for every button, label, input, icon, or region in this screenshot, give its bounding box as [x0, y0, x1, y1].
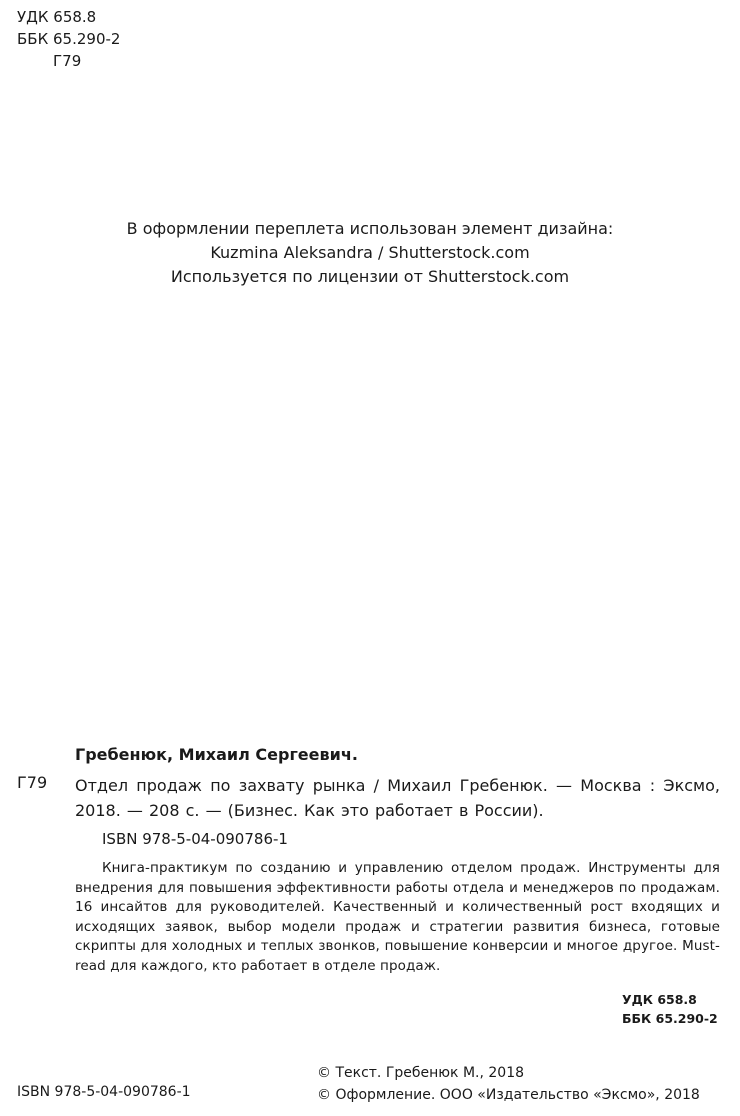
credits-line-3: Используется по лицензии от Shutterstock.com [170, 267, 570, 286]
catalog-isbn: ISBN 978-5-04-090786-1 [102, 830, 288, 848]
catalog-classification-codes [622, 990, 718, 1028]
catalog-title-description: Отдел продаж по захвату рынка / Михаил Гребенюк. — Москва : Эксмо, 2018. — 208 с. — (Бизнес. Как это работает в России). [75, 776, 720, 820]
cover-design-credits [0, 217, 740, 289]
catalog-author-mark: Г79 [17, 773, 48, 792]
author-mark: Г79 [53, 52, 82, 70]
copyright-design: © Оформление. ООО «Издательство «Эксмо», 2018 [317, 1087, 700, 1103]
copyright-text: © Текст. Гребенюк М., 2018 [317, 1065, 525, 1081]
copyright-block [317, 1062, 700, 1106]
footer-isbn: ISBN 978-5-04-090786-1 [17, 1084, 191, 1100]
catalog-author: Гребенюк, Михаил Сергеевич. [75, 745, 358, 764]
catalog-bbk: ББК 65.290-2 [622, 1011, 718, 1026]
credits-line-1: В оформлении переплета использован элемент дизайна: [126, 219, 614, 238]
udk-code: УДК 658.8 [17, 8, 97, 26]
catalog-annotation: Книга-практикум по созданию и управлению отделом продаж. Инструменты для внедрения для повышения эффективности работы отдела и менеджеров по продажам. 16 инсайтов для руководителей. Качественный и количественный рост входящих и исходящих заявок, выбор модели продаж и стратегии развития бизнеса, готовые скрипты для холодных и теплых звонков, повышение конверсии и многое другое. Must-read для каждого, кто работает в отделе продаж. [75, 860, 720, 974]
bbk-code: ББК 65.290-2 [17, 30, 121, 48]
catalog-udk: УДК 658.8 [622, 992, 697, 1007]
top-classification-codes [17, 6, 120, 72]
credits-line-2: Kuzmina Aleksandra / Shutterstock.com [210, 243, 530, 262]
